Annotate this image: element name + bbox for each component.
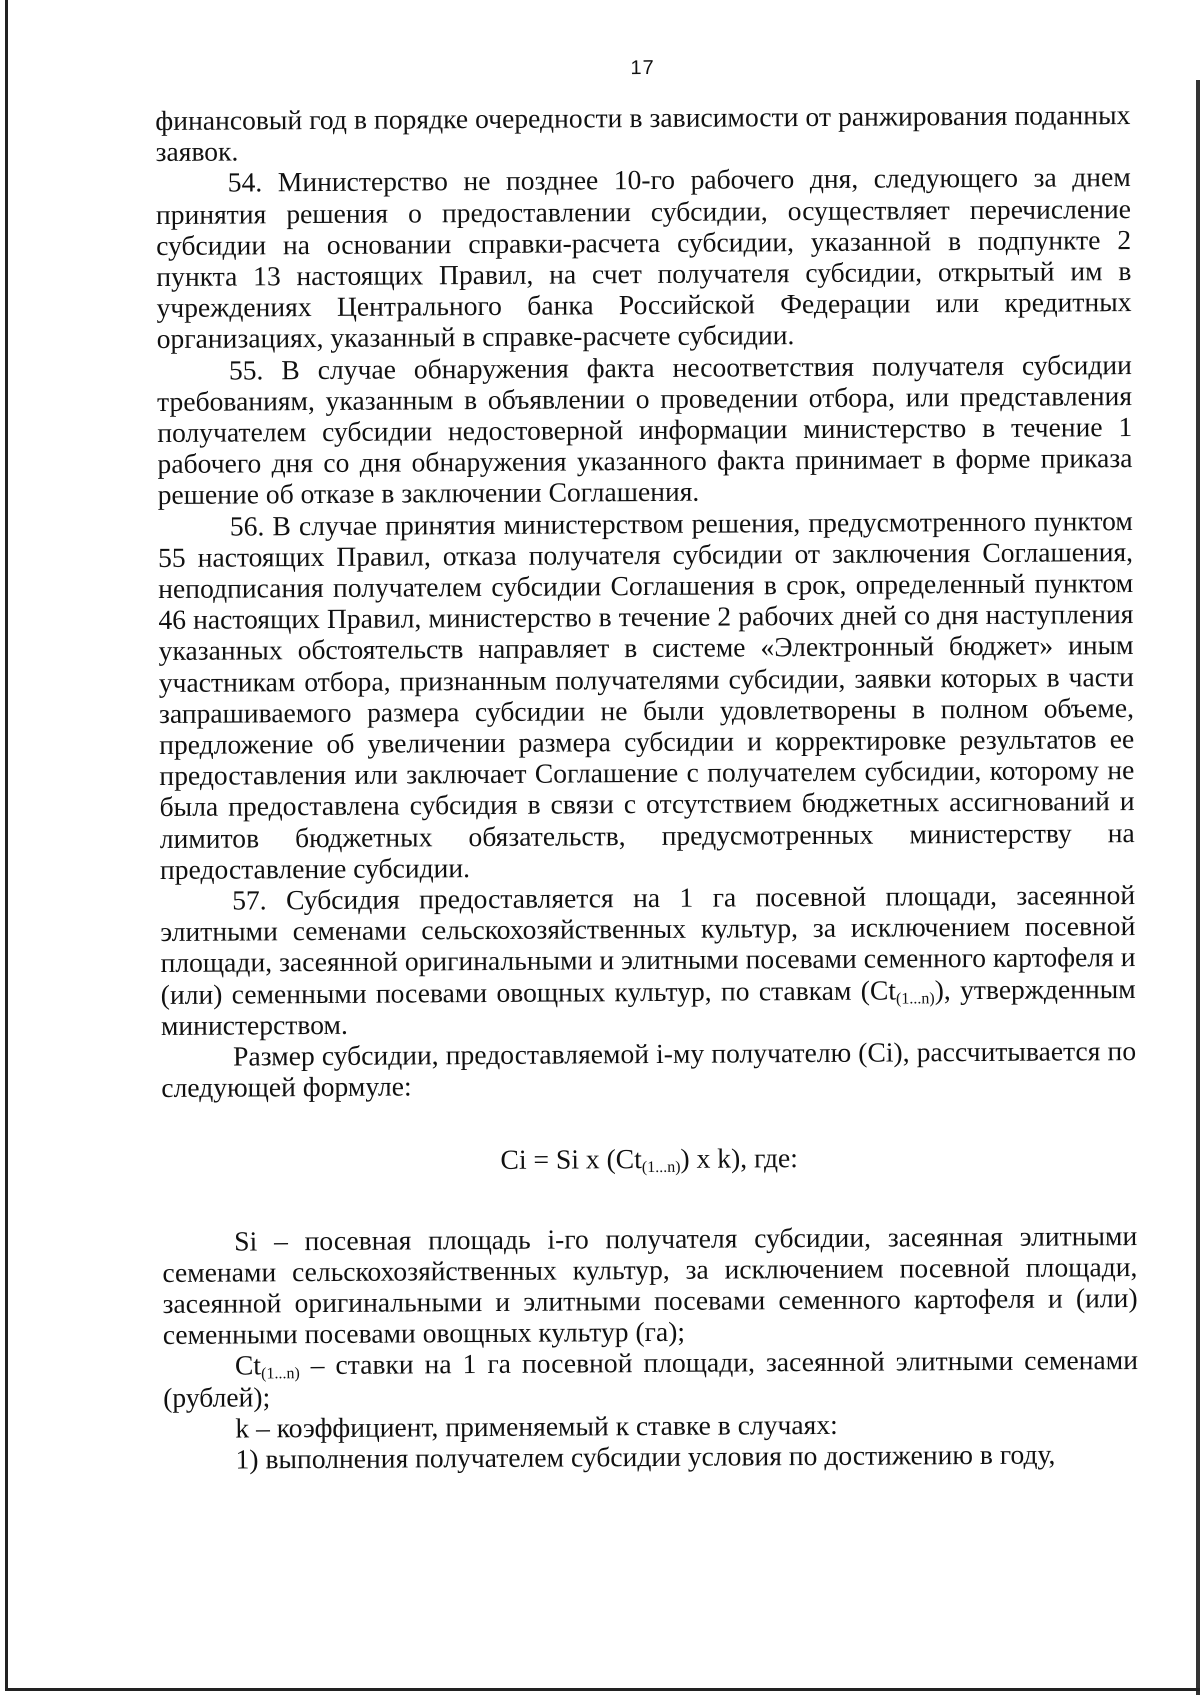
scan-border-right <box>1196 80 1200 1695</box>
formula-subscript: (1...n) <box>641 1158 681 1176</box>
paragraph-55: 55. В случае обнаружения факта несоответствия получателя субсидии требованиям, указанным в объявлении о проведении отбора, или представления получателем субсидии недостоверной информации министерство в течение 1 рабочего дня со дня обнаружения указанного факта принимает в форме приказа решение об отказе в заключении Соглашения. <box>156 348 1133 511</box>
paragraph-si: Si – посевная площадь i-го получателя субсидии, засеянная элитными семенами сельскохозяйственных культур, за исключением посевной площади, засеянной оригинальными и элитными посевами семенного картофеля и (или) семенными посевами овощных культур (га); <box>162 1219 1138 1351</box>
paragraph-57-tail: ), утвержденным министерством. <box>160 972 1136 1041</box>
paragraph-intro: финансовый год в порядке очередности в зависимости от ранжирования поданных заявок. <box>155 99 1131 168</box>
paragraph-56: 56. В случае принятия министерством решения, предусмотренного пунктом 55 настоящих Правил, отказа получателя субсидии от заключения Соглашения, неподписания получателем субсидии Соглашения в срок, определенный пунктом 46 настоящих Правил, министерство в течение 2 рабочих дней со дня наступления указанных обстоятельств направляет в системе «Электронный бюджет» иным участникам отбора, признанным получателями субсидии, заявки которых в части запрашиваемого размера субсидии не были удовлетворены в полном объеме, предложение об увеличении размера субсидии и корректировке результатов ее предоставления или заключает Соглашение с получателем субсидии, которому не была предоставлена субсидия в связи с отсутствием бюджетных ассигнований и лимитов бюджетных обязательств, предусмотренных министерству на предоставление субсидии. <box>157 504 1135 885</box>
ct-subscript: (1...n) <box>261 1365 300 1383</box>
scan-border-bottom <box>5 1688 1200 1691</box>
paragraph-size: Размер субсидии, предоставляемой i-му получателю (Ci), рассчитывается по следующей формуле: <box>161 1035 1137 1104</box>
paragraph-54: 54. Министерство не позднее 10-го рабочего дня, следующего за днем принятия решения о предоставлении субсидии, осуществляет перечисление субсидии на основании справки-расчета субсидии, указанной в подпункте 2 пункта 13 настоящих Правил, на счет получателя субсидии, открытый им в учреждениях Центрального банка Российской Федерации или кредитных организациях, указанный в справке-расчете субсидии. <box>155 161 1132 355</box>
formula-text: Ci = Si x (Ct <box>500 1142 642 1175</box>
ct-symbol: Ct <box>234 1349 262 1381</box>
rate-subscript: (1...n) <box>895 989 935 1008</box>
paragraph-57-text: 57. Субсидия предоставляется на 1 га посевной площади, засеянной элитными семенами сельскохозяйственных культур, за исключением посевной площади, засеянной оригинальными и элитными посевами семенного картофеля и (или) семенными посевами овощных культур, по ставкам (Ct <box>160 879 1136 1010</box>
scan-border-left <box>5 0 8 1688</box>
paragraph-k: k – коэффициент, применяемый к ставке в случаях: <box>235 1408 838 1444</box>
formula <box>162 1140 1137 1178</box>
formula-tail: ) x k), где: <box>680 1141 799 1174</box>
paragraph-item-1: 1) выполнения получателем субсидии условия по достижению в году, <box>235 1438 1056 1475</box>
paragraph-ct <box>163 1344 1138 1412</box>
page-number: 17 <box>630 56 655 80</box>
ct-definition: – ставки на 1 га посевной площади, засеянной элитными семенами (рублей); <box>163 1344 1139 1413</box>
paragraph-57 <box>160 879 1136 1041</box>
document-page <box>155 54 1139 1475</box>
